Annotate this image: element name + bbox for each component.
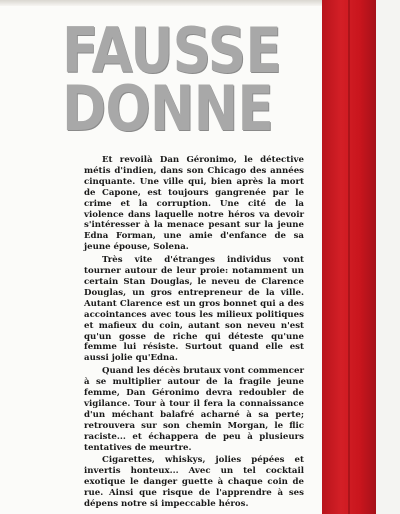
title-line-1: FAUSSE <box>62 14 281 87</box>
title-line-2: DONNE <box>62 72 273 145</box>
blurb-paragraph-2: Très vite d'étranges individus vont tourner autour de leur proie: notamment un certain Stan Douglas, le neveu de Clarence Douglas, un gros entrepreneur de la ville. Autant Clarence est un gros bonnet qui a des accointances avec tous les milieux politiques et mafieux du coin, autant son neveu n'est qu'un gosse de riche qui déteste qu'une femme lui résiste. Surtout quand elle est aussi jolie qu'Edna. <box>84 255 304 364</box>
top-strip <box>0 0 322 6</box>
blurb-text <box>84 155 304 512</box>
blurb-paragraph-1: Et revoilà Dan Géronimo, le détective métis d'indien, dans son Chicago des années cinquante. Une ville qui, bien après la mort de Capone, est toujours gangrenée par le crime et la corruption. Une cité de la violence dans laquelle notre héros va devoir s'intéresser à la menace pesant sur la jeune Edna Forman, une amie d'enfance de sa jeune épouse, Solena. <box>84 155 304 253</box>
blurb-paragraph-4: Cigarettes, whiskys, jolies pépées et invertis honteux... Avec un tel cocktail exotique le danger guette à chaque coin de rue. Ainsi que risque de l'apprendre à ses dépens notre si impeccable héros. <box>84 455 304 510</box>
red-spine-fold <box>348 0 350 514</box>
book-title <box>62 14 286 145</box>
right-margin <box>376 0 400 514</box>
blurb-paragraph-3: Quand les décès brutaux vont commencer à se multiplier autour de la fragile jeune femme, Dan Géronimo devra redoubler de vigilance. Tour à tour il fera la connaissance d'un méchant balafré acharné à sa perte; retrouvera sur son chemin Morgan, le flic raciste... et échappera de peu à plusieurs tentatives de meurtre. <box>84 366 304 453</box>
